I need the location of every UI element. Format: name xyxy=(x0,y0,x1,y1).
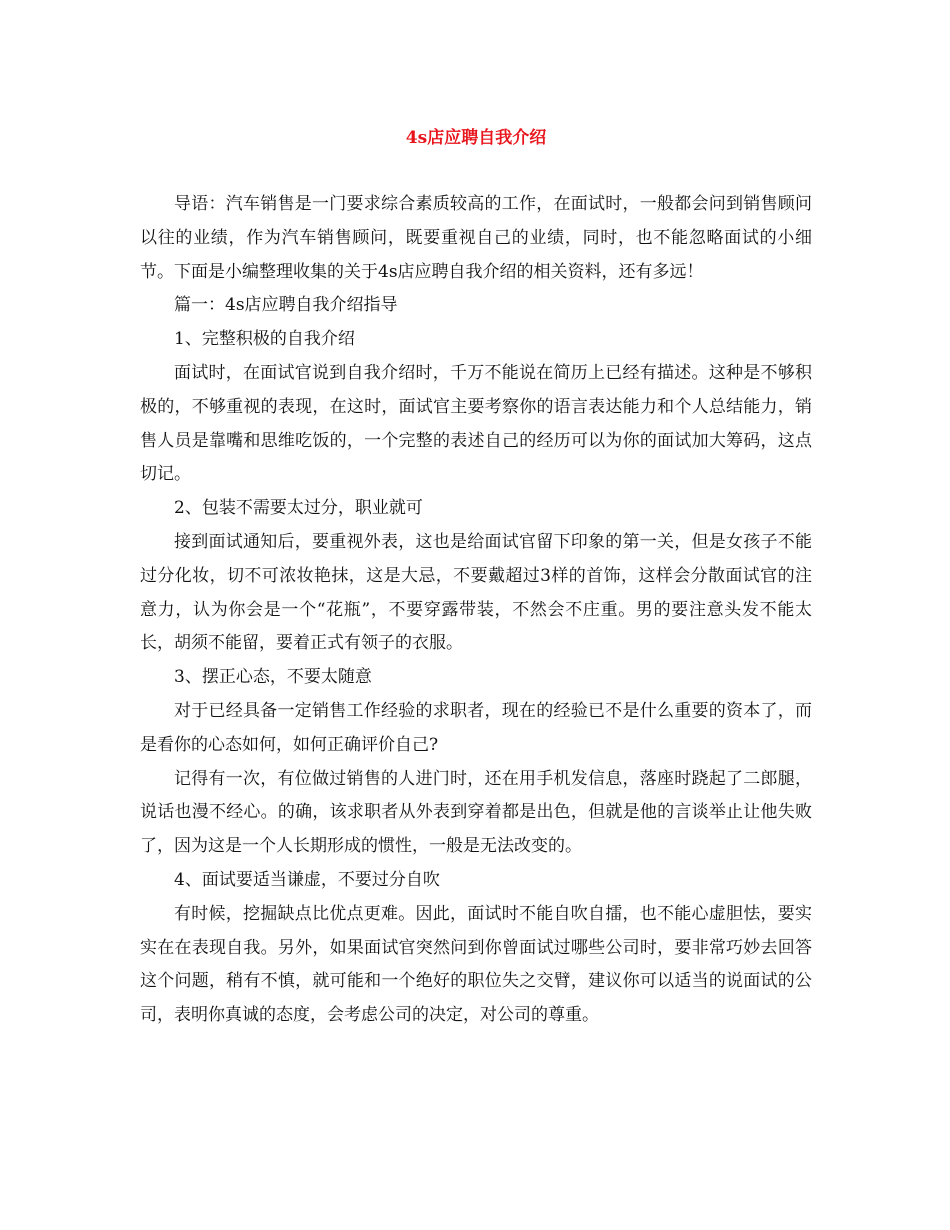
subheading-3: 3、摆正心态，不要太随意 xyxy=(174,667,372,688)
paragraph-intro: 导语：汽车销售是一门要求综合素质较高的工作，在面试时，一般都会问到销售顾问以往的业绩，作为汽车销售顾问，既要重视自己的业绩，同时，也不能忽略面试的小细节。下面是小编整理收集的关于4s店应聘自我介绍的相关资料，还有多远！ xyxy=(140,194,812,282)
document-title: 4s店应聘自我介绍 xyxy=(405,128,547,148)
paragraph: 接到面试通知后，要重视外表，这也是给面试官留下印象的第一关，但是女孩子不能过分化妆，切不可浓妆艳抹，这是大忌，不要戴超过3样的首饰，这样会分散面试官的注意力，认为你会是一个“花瓶”，不要穿露带装，不然会不庄重。男的要注意头发不能太长，胡须不能留，要着正式有领子的衣服。 xyxy=(140,531,812,654)
paragraph: 面试时，在面试官说到自我介绍时，千万不能说在简历上已经有描述。这种是不够积极的，不够重视的表现，在这时，面试官主要考察你的语言表达能力和个人总结能力，销售人员是靠嘴和思维吃饭的，一个完整的表述自己的经历可以为你的面试加大筹码，这点切记。 xyxy=(140,362,812,485)
subheading-1: 1、完整积极的自我介绍 xyxy=(174,329,355,350)
document-body xyxy=(140,188,812,1033)
paragraph: 记得有一次，有位做过销售的人进门时，还在用手机发信息，落座时跷起了二郎腿，说话也漫不经心。的确，该求职者从外表到穿着都是出色，但就是他的言谈举止让他失败了，因为这是一个人长期形成的惯性，一般是无法改变的。 xyxy=(140,768,812,857)
paragraph: 对于已经具备一定销售工作经验的求职者，现在的经验已不是什么重要的资本了，而是看你的心态如何，如何正确评价自己? xyxy=(140,700,812,755)
subheading-2: 2、包装不需要太过分，职业就可 xyxy=(174,498,423,519)
section-heading-part-one: 篇一：4s店应聘自我介绍指导 xyxy=(174,295,398,316)
subheading-4: 4、面试要适当谦虚，不要过分自吹 xyxy=(174,869,440,890)
paragraph: 有时候，挖掘缺点比优点更难。因此，面试时不能自吹自擂，也不能心虚胆怯，要实实在在表现自我。另外，如果面试官突然问到你曾面试过哪些公司时，要非常巧妙去回答这个问题，稍有不慎，就可能和一个绝好的职位失之交臂，建议你可以适当的说面试的公司，表明你真诚的态度，会考虑公司的决定，对公司的尊重。 xyxy=(140,903,812,1026)
